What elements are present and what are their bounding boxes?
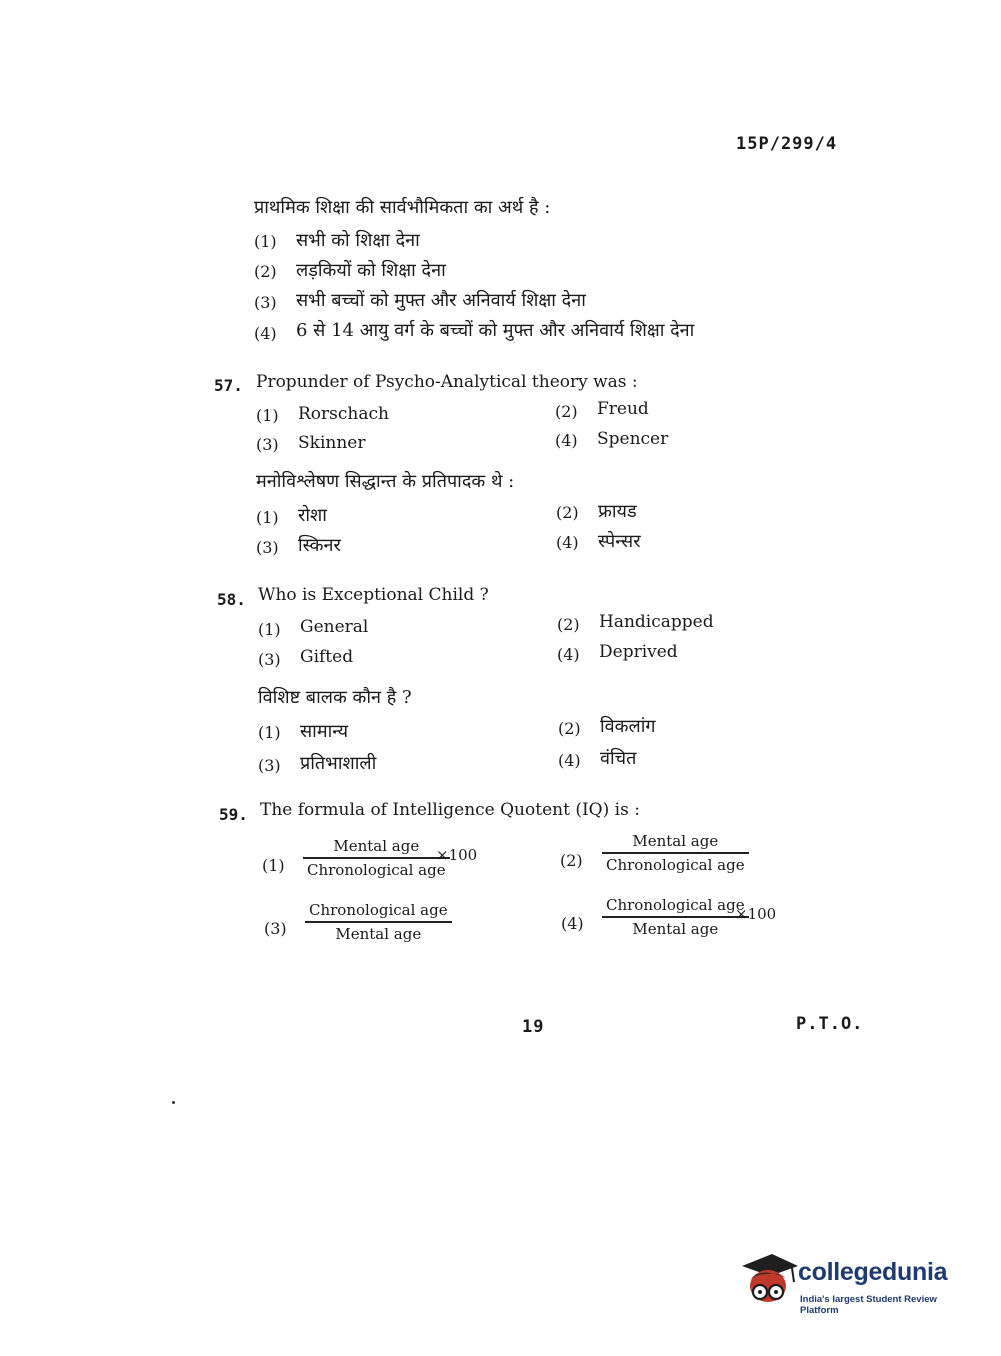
- q56-option-text: सभी को शिक्षा देना: [296, 230, 420, 251]
- q56-option-text: लड़कियों को शिक्षा देना: [296, 260, 446, 281]
- q56-option-text: सभी बच्चों को मुफ्त और अनिवार्य शिक्षा देना: [296, 290, 586, 311]
- fraction-denominator: Chronological age: [606, 855, 745, 874]
- q58-hindi-option-number: (2): [558, 719, 581, 738]
- q56-option-number: (1): [254, 232, 277, 251]
- iq-fraction-3: [305, 901, 452, 943]
- multiplier: ×100: [436, 846, 478, 864]
- q56-option-text: 6 से 14 आयु वर्ग के बच्चों को मुफ्त और अनिवार्य शिक्षा देना: [296, 320, 695, 341]
- q59-question: The formula of Intelligence Quotent (IQ) is :: [260, 800, 640, 820]
- q58-hindi-option-text: सामान्य: [300, 721, 349, 742]
- q58-question: Who is Exceptional Child ?: [258, 585, 489, 605]
- q57-hindi-option-number: (3): [256, 538, 279, 557]
- multiplier: ×100: [735, 905, 777, 923]
- q56-option-number: (2): [254, 262, 277, 281]
- iq-fraction-4: [602, 896, 749, 938]
- q57-option-text: Freud: [597, 399, 649, 419]
- q58-hindi-option-text: वंचित: [600, 748, 637, 769]
- pto-label: P.T.O.: [796, 1014, 864, 1034]
- q57-option-number: (2): [555, 402, 578, 421]
- q58-hindi-option-number: (1): [258, 723, 281, 742]
- fraction-numerator: Mental age: [632, 832, 719, 850]
- mascot-icon: [740, 1248, 800, 1314]
- q58-hindi-option-number: (3): [258, 756, 281, 775]
- q57-hindi-option-number: (1): [256, 508, 279, 527]
- scan-speck: [172, 1101, 175, 1104]
- q58-option-number: (1): [258, 620, 281, 639]
- q57-hindi-option-number: (2): [556, 503, 579, 522]
- q58-option-text: Gifted: [300, 647, 354, 667]
- q57-option-number: (1): [256, 406, 279, 425]
- q57-option-number: (3): [256, 435, 279, 454]
- q58-option-text: Deprived: [599, 642, 678, 662]
- iq-fraction-1: [303, 837, 450, 879]
- q57-number: 57.: [214, 376, 243, 395]
- q57-hindi-option-number: (4): [556, 533, 579, 552]
- q57-option-text: Rorschach: [298, 404, 389, 424]
- fraction-denominator: Mental age: [632, 919, 719, 938]
- q57-option-number: (4): [555, 431, 578, 450]
- q59-option-number: (1): [262, 856, 285, 875]
- fraction-numerator: Chronological age: [309, 901, 448, 919]
- q58-hindi-option-number: (4): [558, 751, 581, 770]
- fraction-numerator: Chronological age: [606, 896, 745, 914]
- q59-option-number: (3): [264, 919, 287, 938]
- q58-option-number: (3): [258, 650, 281, 669]
- fraction-denominator: Chronological age: [307, 860, 446, 879]
- q58-hindi-option-text: विकलांग: [600, 716, 656, 737]
- q59-option-number: (4): [561, 914, 584, 933]
- collegedunia-logo: [740, 1248, 970, 1318]
- q57-hindi-option-text: रोशा: [298, 505, 327, 526]
- q57-option-text: Skinner: [298, 433, 366, 453]
- q59-number: 59.: [219, 805, 248, 824]
- q56-option-number: (3): [254, 293, 277, 312]
- q57-question: Propunder of Psycho-Analytical theory was :: [256, 372, 638, 392]
- q58-option-text: Handicapped: [599, 612, 714, 632]
- q58-option-text: General: [300, 617, 369, 637]
- q56-hindi-question: प्राथमिक शिक्षा की सार्वभौमिकता का अर्थ है :: [254, 197, 551, 218]
- q58-number: 58.: [217, 590, 246, 609]
- q57-hindi-option-text: स्किनर: [298, 535, 341, 556]
- q57-hindi-question: मनोविश्लेषण सिद्धान्त के प्रतिपादक थे :: [256, 471, 515, 492]
- q57-hindi-option-text: स्पेन्सर: [598, 531, 641, 552]
- fraction-numerator: Mental age: [333, 837, 420, 855]
- q58-option-number: (4): [557, 645, 580, 664]
- q58-option-number: (2): [557, 615, 580, 634]
- logo-tagline: India's largest Student Review Platform: [800, 1294, 937, 1316]
- q56-option-number: (4): [254, 324, 277, 343]
- q57-hindi-option-text: फ्रायड: [598, 501, 637, 522]
- logo-wordmark: collegedunia: [798, 1258, 948, 1286]
- q58-hindi-option-text: प्रतिभाशाली: [300, 753, 377, 774]
- q59-option-number: (2): [560, 851, 583, 870]
- fraction-denominator: Mental age: [335, 924, 422, 943]
- page-number: 19: [522, 1017, 545, 1037]
- q57-option-text: Spencer: [597, 429, 669, 449]
- q58-hindi-question: विशिष्ट बालक कौन है ?: [258, 687, 412, 708]
- paper-code: 15P/299/4: [736, 134, 838, 154]
- iq-fraction-2: [602, 832, 749, 874]
